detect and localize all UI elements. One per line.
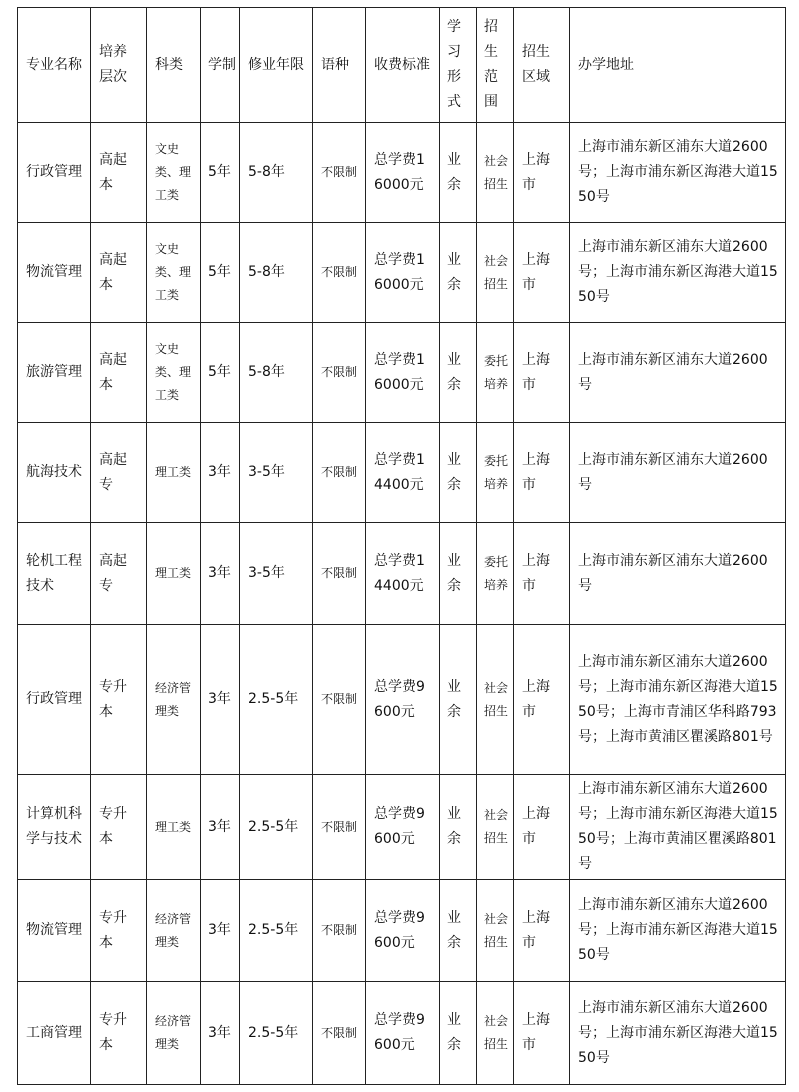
cell-language: 不限制 — [313, 982, 366, 1085]
cell-study-years: 5-8年 — [240, 323, 313, 423]
cell-duration: 5年 — [201, 323, 240, 423]
cell-address: 上海市浦东新区浦东大道2600号 — [570, 423, 786, 523]
cell-enroll-region: 上海市 — [514, 223, 570, 323]
cell-enroll-region: 上海市 — [514, 775, 570, 880]
table-row — [18, 223, 786, 323]
header-category: 科类 — [147, 8, 201, 123]
cell-enroll-region: 上海市 — [514, 423, 570, 523]
cell-enroll-scope: 委托培养 — [477, 423, 514, 523]
cell-enroll-scope: 社会招生 — [477, 123, 514, 223]
table-row — [18, 423, 786, 523]
cell-duration: 5年 — [201, 123, 240, 223]
header-duration: 学制 — [201, 8, 240, 123]
cell-address: 上海市浦东新区浦东大道2600号；上海市浦东新区海港大道1550号 — [570, 880, 786, 982]
header-row — [18, 8, 786, 123]
cell-duration: 3年 — [201, 775, 240, 880]
cell-category: 文史类、理工类 — [147, 123, 201, 223]
cell-duration: 5年 — [201, 223, 240, 323]
cell-category: 经济管理类 — [147, 625, 201, 775]
cell-study-years: 3-5年 — [240, 523, 313, 625]
cell-address: 上海市浦东新区浦东大道2600号；上海市浦东新区海港大道1550号 — [570, 223, 786, 323]
cell-level: 专升本 — [91, 625, 147, 775]
cell-category: 文史类、理工类 — [147, 223, 201, 323]
cell-level: 专升本 — [91, 880, 147, 982]
cell-study-years: 2.5-5年 — [240, 982, 313, 1085]
cell-address: 上海市浦东新区浦东大道2600号 — [570, 523, 786, 625]
cell-fee: 总学费14400元 — [366, 423, 440, 523]
cell-study-form: 业余 — [440, 323, 477, 423]
cell-major: 行政管理 — [18, 123, 91, 223]
cell-duration: 3年 — [201, 625, 240, 775]
cell-study-years: 5-8年 — [240, 223, 313, 323]
cell-level: 专升本 — [91, 775, 147, 880]
header-study-years: 修业年限 — [240, 8, 313, 123]
cell-study-form: 业余 — [440, 223, 477, 323]
cell-fee: 总学费16000元 — [366, 323, 440, 423]
cell-language: 不限制 — [313, 880, 366, 982]
cell-language: 不限制 — [313, 123, 366, 223]
cell-enroll-scope: 社会招生 — [477, 880, 514, 982]
cell-category: 经济管理类 — [147, 880, 201, 982]
cell-study-form: 业余 — [440, 625, 477, 775]
cell-fee: 总学费9600元 — [366, 880, 440, 982]
cell-level: 高起本 — [91, 123, 147, 223]
cell-category: 理工类 — [147, 523, 201, 625]
cell-language: 不限制 — [313, 323, 366, 423]
cell-category: 经济管理类 — [147, 982, 201, 1085]
cell-level: 高起本 — [91, 223, 147, 323]
table-row — [18, 880, 786, 982]
cell-major: 物流管理 — [18, 880, 91, 982]
cell-enroll-scope: 社会招生 — [477, 223, 514, 323]
cell-enroll-scope: 社会招生 — [477, 982, 514, 1085]
table-row — [18, 775, 786, 880]
cell-major: 计算机科学与技术 — [18, 775, 91, 880]
cell-enroll-scope: 社会招生 — [477, 775, 514, 880]
table-row — [18, 323, 786, 423]
cell-fee: 总学费16000元 — [366, 123, 440, 223]
table-row — [18, 123, 786, 223]
cell-study-form: 业余 — [440, 775, 477, 880]
header-major: 专业名称 — [18, 8, 91, 123]
cell-level: 高起专 — [91, 423, 147, 523]
cell-study-years: 2.5-5年 — [240, 625, 313, 775]
cell-major: 行政管理 — [18, 625, 91, 775]
cell-address: 上海市浦东新区浦东大道2600号 — [570, 323, 786, 423]
cell-category: 文史类、理工类 — [147, 323, 201, 423]
header-study-form: 学习形式 — [440, 8, 477, 123]
cell-major: 航海技术 — [18, 423, 91, 523]
cell-fee: 总学费9600元 — [366, 625, 440, 775]
cell-fee: 总学费16000元 — [366, 223, 440, 323]
cell-enroll-region: 上海市 — [514, 880, 570, 982]
header-enroll-scope: 招生范围 — [477, 8, 514, 123]
cell-enroll-scope: 社会招生 — [477, 625, 514, 775]
cell-address: 上海市浦东新区浦东大道2600号；上海市浦东新区海港大道1550号；上海市青浦区华科路793号；上海市黄浦区瞿溪路801号 — [570, 625, 786, 775]
cell-enroll-region: 上海市 — [514, 123, 570, 223]
cell-address: 上海市浦东新区浦东大道2600号；上海市浦东新区海港大道1550号 — [570, 982, 786, 1085]
cell-study-form: 业余 — [440, 880, 477, 982]
cell-fee: 总学费9600元 — [366, 982, 440, 1085]
cell-category: 理工类 — [147, 423, 201, 523]
header-fee: 收费标准 — [366, 8, 440, 123]
table-body — [18, 123, 786, 1085]
cell-study-form: 业余 — [440, 523, 477, 625]
cell-major: 物流管理 — [18, 223, 91, 323]
cell-fee: 总学费14400元 — [366, 523, 440, 625]
cell-major: 旅游管理 — [18, 323, 91, 423]
cell-fee: 总学费9600元 — [366, 775, 440, 880]
cell-duration: 3年 — [201, 880, 240, 982]
table-row — [18, 982, 786, 1085]
cell-level: 高起本 — [91, 323, 147, 423]
cell-enroll-scope: 委托培养 — [477, 523, 514, 625]
cell-enroll-region: 上海市 — [514, 625, 570, 775]
cell-major: 轮机工程技术 — [18, 523, 91, 625]
cell-duration: 3年 — [201, 423, 240, 523]
cell-duration: 3年 — [201, 982, 240, 1085]
header-level: 培养层次 — [91, 8, 147, 123]
cell-study-years: 5-8年 — [240, 123, 313, 223]
cell-level: 专升本 — [91, 982, 147, 1085]
cell-study-years: 2.5-5年 — [240, 880, 313, 982]
cell-language: 不限制 — [313, 223, 366, 323]
cell-level: 高起专 — [91, 523, 147, 625]
cell-enroll-region: 上海市 — [514, 982, 570, 1085]
cell-major: 工商管理 — [18, 982, 91, 1085]
header-address: 办学地址 — [570, 8, 786, 123]
cell-enroll-region: 上海市 — [514, 523, 570, 625]
header-enroll-region: 招生区域 — [514, 8, 570, 123]
cell-language: 不限制 — [313, 523, 366, 625]
cell-language: 不限制 — [313, 775, 366, 880]
cell-study-form: 业余 — [440, 423, 477, 523]
table-row — [18, 625, 786, 775]
cell-language: 不限制 — [313, 423, 366, 523]
cell-language: 不限制 — [313, 625, 366, 775]
table-row — [18, 523, 786, 625]
cell-study-years: 2.5-5年 — [240, 775, 313, 880]
cell-study-form: 业余 — [440, 982, 477, 1085]
cell-study-form: 业余 — [440, 123, 477, 223]
header-language: 语种 — [313, 8, 366, 123]
cell-category: 理工类 — [147, 775, 201, 880]
cell-address: 上海市浦东新区浦东大道2600号；上海市浦东新区海港大道1550号；上海市黄浦区瞿溪路801号 — [570, 775, 786, 880]
program-table — [17, 7, 786, 1085]
cell-enroll-region: 上海市 — [514, 323, 570, 423]
cell-enroll-scope: 委托培养 — [477, 323, 514, 423]
cell-address: 上海市浦东新区浦东大道2600号；上海市浦东新区海港大道1550号 — [570, 123, 786, 223]
cell-duration: 3年 — [201, 523, 240, 625]
cell-study-years: 3-5年 — [240, 423, 313, 523]
